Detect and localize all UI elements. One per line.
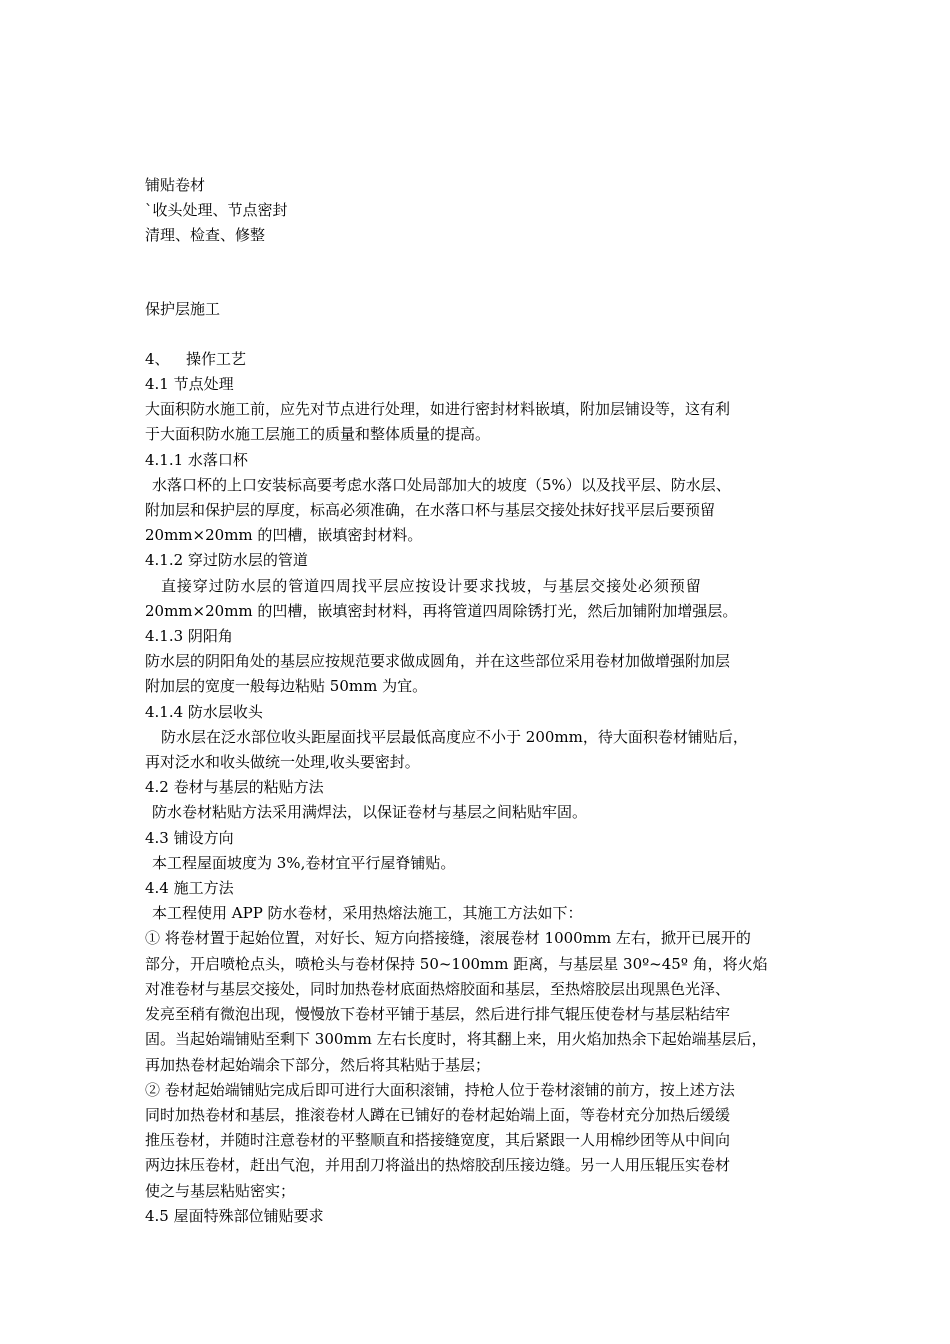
section-4-heading: [145, 347, 825, 372]
document-body: [145, 173, 825, 1229]
s42-line-1: 防水卷材粘贴方法采用满焊法，以保证卷材与基层之间粘贴牢固。: [152, 803, 588, 822]
s412-heading: 4.1.2 穿过防水层的管道: [145, 551, 308, 570]
s41-heading: 4.1 节点处理: [145, 375, 234, 394]
s41-line-1: 大面积防水施工前，应先对节点进行处理，如进行密封材料嵌填，附加层铺设等，这有利: [145, 400, 731, 419]
section-4-title: 操作工艺: [186, 349, 247, 368]
s44-line-2: ① 将卷材置于起始位置，对好长、短方向搭接缝，滚展卷材 1000mm 左右，掀开已展开的: [145, 929, 751, 948]
s44-heading: 4.4 施工方法: [145, 879, 234, 898]
s44-line-7: 再加热卷材起始端余下部分，然后将其粘贴于基层；: [145, 1055, 491, 1074]
s414-heading: 4.1.4 防水层收头: [145, 702, 263, 721]
s41-line-2: 于大面积防水施工层施工的质量和整体质量的提高。: [145, 425, 491, 444]
section-4-number: 4、: [145, 349, 170, 368]
s412-line-1: 直接穿过防水层的管道四周找平层应按设计要求找坡，与基层交接处必须预留: [161, 576, 702, 595]
s412-line-2: 20mm×20mm 的凹槽，嵌填密封材料，再将管道四周除锈打光，然后加铺附加增强层。: [145, 601, 738, 620]
flow-step-3: 清理、检查、修整: [145, 226, 266, 245]
flow-step-1: 铺贴卷材: [145, 176, 206, 194]
s413-line-2: 附加层的宽度一般每边粘贴 50mm 为宜。: [145, 677, 428, 696]
s413-line-1: 防水层的阴阳角处的基层应按规范要求做成圆角，并在这些部位采用卷材加做增强附加层: [145, 652, 731, 671]
s411-heading: 4.1.1 水落口杯: [145, 450, 248, 469]
s413-heading: 4.1.3 阴阳角: [145, 627, 233, 646]
s411-line-3: 20mm×20mm 的凹槽，嵌填密封材料。: [145, 526, 423, 545]
s44-line-1: 本工程使用 APP 防水卷材，采用热熔法施工，其施工方法如下：: [152, 904, 583, 923]
s44-line-12: 使之与基层粘贴密实；: [145, 1181, 296, 1200]
s44-line-11: 两边抹压卷材，赶出气泡，并用刮刀将溢出的热熔胶刮压接边缝。另一人用压辊压实卷材: [145, 1156, 731, 1175]
s44-line-4: 对准卷材与基层交接处，同时加热卷材底面热熔胶面和基层，至热熔胶层出现黑色光泽、: [145, 979, 731, 998]
s43-heading: 4.3 铺设方向: [145, 828, 234, 847]
flow-step-2: `收头处理、节点密封: [145, 201, 288, 220]
s44-line-8: ② 卷材起始端铺贴完成后即可进行大面积滚铺，持枪人位于卷材滚铺的前方，按上述方法: [145, 1080, 735, 1099]
s44-line-10: 推压卷材，并随时注意卷材的平整顺直和搭接缝宽度，其后紧跟一人用棉纱团等从中间向: [145, 1131, 731, 1150]
s44-line-6: 固。当起始端铺贴至剩下 300mm 左右长度时，将其翻上来，用火焰加热余下起始端基层后，: [145, 1030, 767, 1049]
protection-step: 保护层施工: [145, 299, 221, 318]
s44-line-5: 发亮至稍有微泡出现，慢慢放下卷材平铺于基层，然后进行排气辊压使卷材与基层粘结牢: [145, 1005, 731, 1024]
s414-line-2: 再对泛水和收头做统一处理,收头要密封。: [145, 753, 420, 772]
s414-line-1: 防水层在泛水部位收头距屋面找平层最低高度应不小于 200mm，待大面积卷材铺贴后，: [161, 727, 748, 746]
s411-line-2: 附加层和保护层的厚度，标高必须准确，在水落口杯与基层交接处抹好找平层后要预留: [145, 501, 716, 520]
s411-line-1: 水落口杯的上口安装标高要考虑水落口处局部加大的坡度（5%）以及找平层、防水层、: [152, 475, 731, 494]
s43-line-1: 本工程屋面坡度为 3%,卷材宜平行屋脊铺贴。: [152, 853, 456, 872]
s44-line-3: 部分，开启喷枪点头，喷枪头与卷材保持 50~100mm 距离，与基层星 30º~45º 角，将火焰: [145, 954, 768, 973]
s44-line-9: 同时加热卷材和基层，推滚卷材人蹲在已铺好的卷材起始端上面，等卷材充分加热后缓缓: [145, 1105, 731, 1124]
s42-heading: 4.2 卷材与基层的粘贴方法: [145, 778, 324, 797]
s45-heading: 4.5 屋面特殊部位铺贴要求: [145, 1206, 324, 1225]
